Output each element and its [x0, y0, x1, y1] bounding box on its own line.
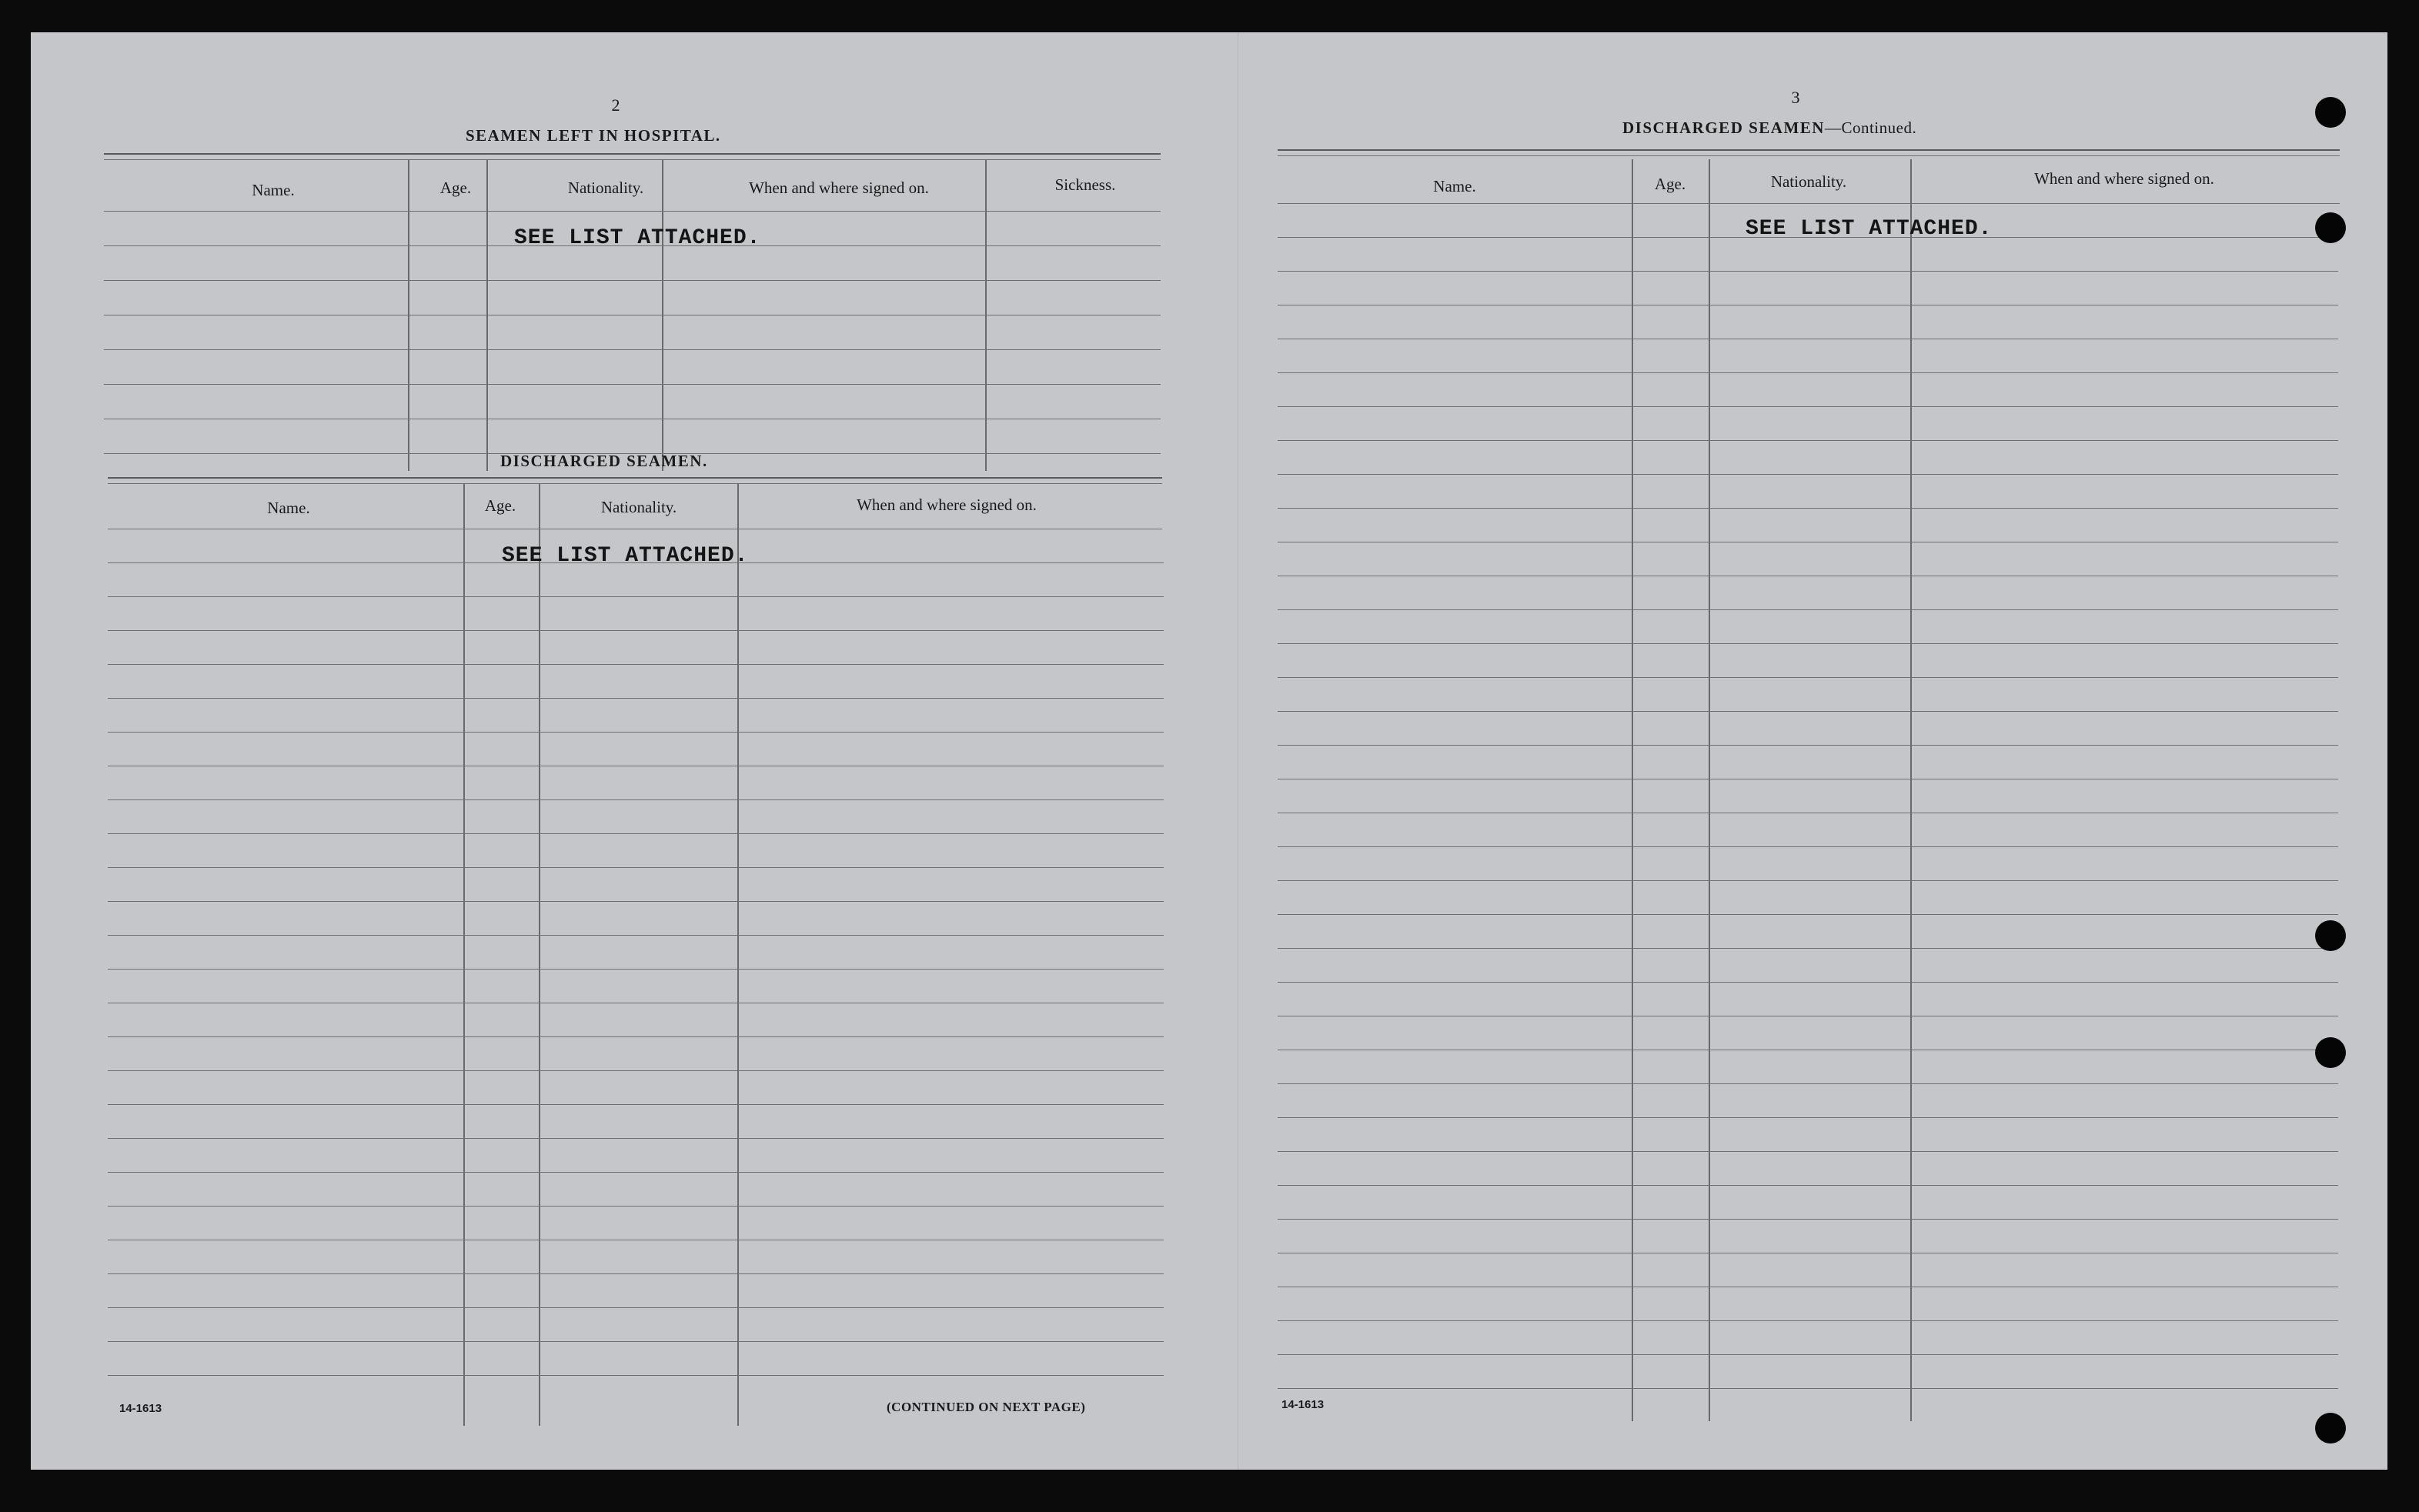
ruled-line	[1278, 406, 2338, 407]
ruled-line	[1278, 948, 2338, 949]
ruled-line	[108, 1273, 1164, 1274]
ruled-line	[1278, 372, 2338, 373]
hospital-col-name: Name.	[252, 181, 295, 199]
binder-hole-4	[2315, 1037, 2346, 1068]
ruled-line	[108, 1172, 1164, 1173]
ruled-line	[108, 799, 1164, 800]
ruled-line	[104, 384, 1161, 385]
hospital-top-rule	[104, 153, 1161, 155]
ruled-line	[108, 1375, 1164, 1376]
hospital-col-signed-on: When and where signed on.	[749, 179, 929, 197]
ruled-line	[104, 349, 1161, 350]
right-col-age: Age.	[1654, 175, 1686, 193]
hospital-top-rule-2	[104, 159, 1161, 160]
hospital-col-sickness: Sickness.	[1054, 175, 1116, 194]
right-section-title: DISCHARGED SEAMEN—Continued.	[1622, 118, 1917, 137]
right-top-rule	[1278, 149, 2340, 151]
left-page-number: 2	[611, 95, 620, 115]
binder-hole-1	[2315, 97, 2346, 128]
ruled-line	[1278, 846, 2338, 847]
ruled-line	[1278, 474, 2338, 475]
discharged-col-name: Name.	[267, 499, 310, 517]
right-stamp: SEE LIST ATTACHED.	[1746, 217, 1993, 241]
ruled-line	[1278, 1185, 2338, 1186]
right-rows	[1278, 203, 2338, 1427]
ruled-line	[108, 969, 1164, 970]
right-col-name: Name.	[1433, 177, 1476, 195]
hospital-col-age: Age.	[439, 179, 472, 197]
discharged-stamp: SEE LIST ATTACHED.	[502, 544, 749, 568]
ruled-line	[1278, 880, 2338, 881]
discharged-col-signed-on: When and where signed on.	[857, 496, 1037, 514]
ruled-line	[108, 901, 1164, 902]
right-col-signed-on: When and where signed on.	[2034, 169, 2214, 188]
ruled-line	[1278, 1354, 2338, 1355]
ruled-line	[1278, 609, 2338, 610]
hospital-rows	[104, 211, 1161, 476]
ruled-line	[1278, 982, 2338, 983]
ruled-line	[104, 280, 1161, 281]
ruled-line	[108, 664, 1164, 665]
hospital-section-title: SEAMEN LEFT IN HOSPITAL.	[466, 126, 721, 145]
ruled-line	[108, 1036, 1164, 1037]
binder-hole-5	[2315, 1413, 2346, 1444]
hospital-col-nationality: Nationality.	[567, 179, 644, 197]
ruled-line	[108, 1206, 1164, 1207]
discharged-top-rule	[108, 477, 1162, 479]
form-sheet	[31, 32, 2387, 1470]
ruled-line	[1278, 271, 2338, 272]
discharged-section-title: DISCHARGED SEAMEN.	[500, 452, 708, 470]
ruled-line	[1278, 643, 2338, 644]
ruled-line	[1278, 1388, 2338, 1389]
right-col-nationality: Nationality.	[1770, 172, 1847, 191]
ruled-line	[108, 732, 1164, 733]
ruled-line	[1278, 914, 2338, 915]
ruled-line	[1278, 508, 2338, 509]
discharged-col-age: Age.	[484, 496, 516, 515]
discharged-rows	[108, 529, 1164, 1429]
ruled-line	[108, 935, 1164, 936]
discharged-col-nationality: Nationality.	[600, 498, 677, 516]
ruled-line	[108, 1341, 1164, 1342]
ruled-line	[1278, 745, 2338, 746]
ruled-line	[108, 630, 1164, 631]
ruled-line	[108, 1138, 1164, 1139]
ruled-line	[1278, 1320, 2338, 1321]
ruled-line	[1278, 711, 2338, 712]
ruled-line	[108, 1070, 1164, 1071]
continued-note: (CONTINUED ON NEXT PAGE)	[887, 1400, 1086, 1414]
ruled-line	[1278, 1083, 2338, 1084]
hospital-stamp: SEE LIST ATTACHED.	[514, 226, 761, 250]
ruled-line	[1278, 1151, 2338, 1152]
right-top-rule-2	[1278, 155, 2340, 156]
ruled-line	[108, 596, 1164, 597]
discharged-top-rule-2	[108, 483, 1162, 484]
right-form-number: 14-1613	[1281, 1398, 1325, 1411]
ruled-line	[1278, 1117, 2338, 1118]
right-page-number: 3	[1791, 88, 1800, 107]
ruled-line	[108, 833, 1164, 834]
binder-hole-2	[2315, 212, 2346, 243]
ruled-line	[108, 698, 1164, 699]
ruled-line	[108, 1307, 1164, 1308]
ruled-line	[108, 867, 1164, 868]
binder-hole-3	[2315, 920, 2346, 951]
ruled-line	[1278, 1219, 2338, 1220]
ruled-line	[1278, 440, 2338, 441]
left-form-number: 14-1613	[119, 1402, 162, 1415]
ruled-line	[1278, 677, 2338, 678]
ruled-line	[108, 1104, 1164, 1105]
